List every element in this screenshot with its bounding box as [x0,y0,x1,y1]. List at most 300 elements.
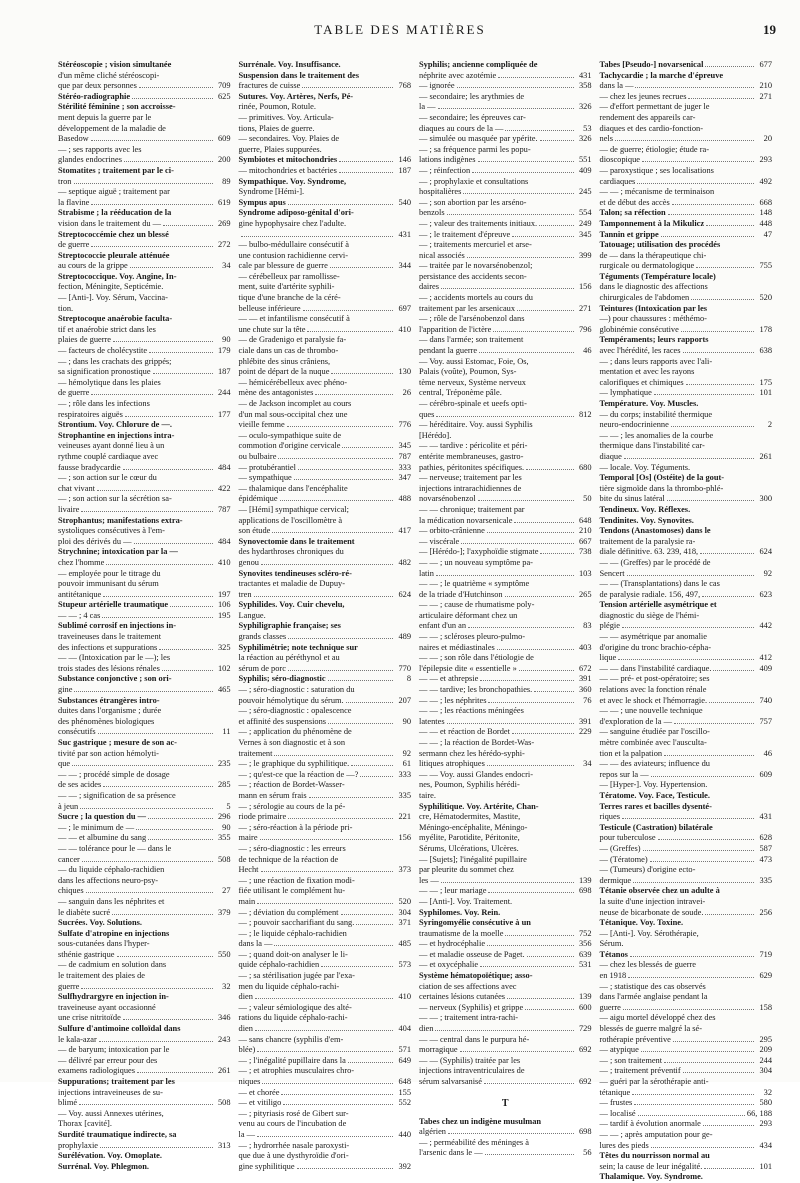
entry-text: diaque [599,451,622,461]
dot-leader [713,670,754,671]
entry-heading-text: Tachycardie ; la marche d'épreuve [599,70,724,80]
entry-heading-text: Tendinites. Voy. Synovites. [599,515,694,525]
entry-text: et avec le shock et l'hémorragie. [599,695,708,705]
entry-text: la — [238,1129,256,1139]
page-ref: 148 [759,208,772,218]
dot-leader [341,914,393,915]
entry-text: sa signification pronostique [58,367,151,377]
index-entry [239,81,412,92]
page-ref: 520 [759,293,772,303]
page-ref: 249 [578,218,592,228]
dot-leader [297,1168,393,1169]
dot-leader [686,384,754,385]
entry-text: traveineuses dans le traitement [58,632,162,642]
index-entry [239,1066,412,1077]
dot-leader [622,627,754,628]
index-entry [58,600,231,611]
entry-text: — paroxystique ; ses localisations [599,165,714,175]
index-entry [58,537,231,548]
page-ref: 304 [759,1066,772,1076]
index-entry [239,124,412,135]
page-ref: 177 [217,409,231,419]
dot-leader [100,1147,212,1148]
dot-leader [493,331,573,332]
entry-heading-text: Sympathique. Voy. Syndrome, [238,176,347,186]
entry-text: — sans chancre (syphilis d'em- [238,1034,344,1044]
entry-text: — — chronique; traitement par [419,504,525,514]
page-ref: 325 [217,642,231,652]
dot-leader [635,87,754,88]
index-entry [419,452,592,463]
dot-leader [505,935,573,936]
dot-leader [356,924,393,925]
entry-text: — ; séro-réaction à la période pri- [238,822,353,832]
entry-heading-text: Testicule (Castration) bilatérale [599,822,713,832]
index-entry [58,1003,231,1014]
index-entry [239,749,412,760]
index-entry [58,992,231,1003]
entry-text: — ; hydrorrhée nasale paroxysti- [238,1140,350,1150]
index-entry [600,240,773,251]
dot-leader [137,1072,213,1073]
page-ref: 179 [217,346,231,356]
index-entry [419,717,592,728]
entry-text: — sanguin dans les néphrites et [58,896,165,906]
index-entry [58,982,231,993]
page-ref: 101 [759,388,772,398]
page-ref: 623 [759,589,772,599]
entry-text: — secondaires. Voy. Plaies de [238,134,340,144]
dot-leader [667,500,754,501]
page-ref: 221 [398,812,411,822]
index-entry [419,272,592,283]
dot-leader [622,818,754,819]
index-entry [419,1077,592,1088]
index-entry [600,664,773,675]
index-entry [58,939,231,950]
entry-text: épidémique [238,494,278,504]
entry-text: plaies de guerre [58,335,112,345]
entry-heading-text: Surrénal. Voy. Phlegmon. [58,1161,149,1171]
index-entry [58,526,231,537]
index-entry [419,992,592,1003]
index-entry [58,293,231,304]
dot-leader [309,797,393,798]
entry-text: ques [419,409,435,419]
index-entry [600,876,773,887]
entry-text: ciale dans un cas de thrombo- [238,346,339,356]
index-entry [239,897,412,908]
dot-leader [480,966,573,967]
dot-leader [123,1019,213,1020]
page-ref: 531 [578,960,592,970]
index-entry [419,60,592,71]
entry-heading-text: Streptococcique. Voy. Angine, In- [58,271,177,281]
page-ref: 484 [217,536,231,546]
entry-text: guerre [599,1002,621,1012]
dot-leader [99,1041,213,1042]
index-entry [239,1035,412,1046]
entry-text: certaines lésions cutanées [419,992,506,1002]
index-entry [419,102,592,113]
dot-leader [517,310,573,311]
page-ref: 175 [759,377,772,387]
index-entry [600,600,773,611]
entry-text: dioscopique [599,155,640,165]
entry-text: — ; ses rapports avec les [58,144,142,154]
entry-text: injections intrarachidiennes de [419,483,522,493]
dot-leader [260,839,393,840]
dot-leader [654,394,754,395]
dot-leader [148,839,212,840]
index-entry [239,145,412,156]
index-entry [239,770,412,781]
dot-leader [447,723,574,724]
index-entry [600,1162,773,1173]
dot-leader [257,903,393,904]
index-entry [600,1066,773,1077]
index-entry [600,759,773,770]
index-entry [419,791,592,802]
entry-text: — et chorée [238,1087,280,1097]
dot-leader [651,1147,754,1148]
dot-leader [241,236,394,237]
entry-text: — ; réaction de Bordet-Wasser- [238,780,345,790]
index-entry [58,759,231,770]
entry-text: pathies, péritonites spécifiques. [419,462,525,472]
index-entry [600,494,773,505]
entry-heading-text: Surdité traumatique indirecte, sa [58,1129,177,1139]
index-entry [58,579,231,590]
index-entry [600,950,773,961]
index-entry [419,155,592,166]
index-entry [58,441,231,452]
page-ref: 346 [217,1013,231,1023]
index-entry [239,759,412,770]
index-entry [239,240,412,251]
index-entry [419,696,592,707]
index-entry [239,579,412,590]
entry-text: — ; valeur des traitements initiaux. [419,218,538,228]
entry-text: — — dans l'instabilité cardiaque. [599,663,712,673]
page-ref: 139 [578,992,592,1002]
page-ref: 243 [217,1034,231,1044]
dot-leader [706,225,754,226]
index-entry [600,526,773,537]
entry-text: — de Jackson incomplet au cours [238,399,352,408]
dot-leader [703,1125,754,1126]
entry-text: le diabète sucré [58,907,111,917]
page-ref: 326 [578,102,592,112]
page-ref: 46 [763,748,772,758]
index-entry [58,314,231,325]
index-entry [419,230,592,241]
index-entry [58,261,231,272]
entry-text: — — ; une nouvelle technique [599,706,703,716]
running-head [0,22,800,44]
index-entry [600,452,773,463]
entry-text: sein; la cause de leur inégalité. [599,1161,703,1171]
dot-leader [540,553,573,554]
entry-heading-text: Streptococcie pleurale atténuée [58,250,170,260]
index-entry [58,876,231,887]
dot-leader [106,564,212,565]
entry-text: thermique dans l'instabilité car- [599,441,705,451]
index-entry [600,378,773,389]
dot-leader [91,246,212,247]
entry-text: — et vitiligo [238,1098,282,1108]
entry-text: sous-cutanées dans l'hyper- [58,939,150,949]
page-ref: 552 [398,1098,411,1108]
entry-text: de paralysie radiale. 156, 497, [599,589,701,599]
index-entry [419,240,592,251]
page-ref: 812 [578,409,592,419]
page-ref: 770 [398,663,411,673]
entry-heading-text: Streptocoque anaérobie faculta- [58,314,173,324]
entry-text: main [238,896,256,906]
page-ref: 484 [217,462,231,472]
entry-text: examens radiologiques [58,1066,135,1076]
index-entry [58,219,231,230]
index-entry [600,516,773,527]
index-entry [239,304,412,315]
index-entry [58,696,231,707]
index-entry [419,833,592,844]
entry-text: nes, Poumon, Syphilis hérédi- [419,780,520,790]
entry-text: — (Tumeurs) d'origine ecto- [599,865,696,875]
dot-leader [348,1062,393,1063]
dot-leader [441,882,574,883]
page-ref: 668 [759,197,772,207]
entry-heading-text: Tendineux. Voy. Réflexes. [599,504,691,514]
index-entry [600,177,773,188]
dot-leader [288,818,393,819]
entry-text: Basedow [58,134,89,144]
entry-heading-text: Tension artérielle asymétrique et [599,600,717,610]
entry-text: — délivré par erreur pour des [58,1055,158,1065]
entry-text: — — ; après amputation pour ge- [599,1129,713,1139]
dot-leader [457,87,574,88]
entry-text: — — pré- et post-opératoire; ses [599,674,710,684]
index-entry [58,674,231,685]
dot-leader [123,469,213,470]
dot-leader [72,765,212,766]
dot-leader [153,373,213,374]
dot-leader [460,1051,574,1052]
entry-heading-text: Thalamique. Voy. Syndrome. [599,1172,703,1182]
page-ref: 295 [759,1034,772,1044]
index-entry [419,177,592,188]
entry-text: pour tuberculose [599,833,656,843]
index-entry [600,463,773,474]
page-ref: 719 [759,949,772,959]
page-ref: 187 [217,367,231,377]
index-entry [58,918,231,929]
dot-leader [272,532,393,533]
entry-text: tivité par son action hémolyti- [58,748,159,758]
entry-text: — aigu mortel développé chez des [599,1013,716,1023]
dot-leader [328,680,393,681]
entry-text: — ; traitements mercuriel et arse- [419,240,532,250]
page-ref: 551 [578,155,592,165]
entry-text: blessés de guerre malgré la sé- [599,1024,703,1034]
index-entry [419,304,592,315]
page-ref: 355 [217,833,231,843]
index-entry [239,971,412,982]
index-entry [58,929,231,940]
entry-text: dans les affections neuro-psy- [58,875,159,885]
page-ref: 187 [398,165,411,175]
dot-leader [681,331,754,332]
entry-text: — ; valeur sémiologique des alté- [238,1002,352,1012]
entry-text: — bulbo-médullaire consécutif à [238,240,349,250]
index-entry [419,261,592,272]
index-entry [600,1077,773,1088]
entry-text: latin [419,568,434,578]
index-entry [600,1141,773,1152]
page-ref: 698 [578,1127,592,1137]
index-entry [239,282,412,293]
index-entry [419,134,592,145]
index-entry [58,198,231,209]
index-entry [419,929,592,940]
dot-leader [132,98,212,99]
dot-leader [630,956,754,957]
index-entry [58,1045,231,1056]
index-entry [600,1109,773,1120]
index-entry [58,1151,231,1162]
entry-text: rinée, Poumon, Rotule. [238,102,316,112]
page-ref: 34 [222,261,231,271]
dot-leader [525,1009,573,1010]
index-entry [600,314,773,325]
index-entry [58,558,231,569]
index-entry [419,516,592,527]
entry-text: litiques atrophiques [419,759,485,769]
spacer [419,1088,592,1092]
page-ref: 61 [402,759,411,769]
index-entry [239,261,412,272]
page-ref: 409 [578,165,592,175]
index-entry [600,537,773,548]
dot-leader [339,172,393,173]
index-entry [600,590,773,601]
entry-text: — chez les jeunes recrues [599,91,687,101]
dot-leader [514,522,573,523]
index-entry [600,611,773,622]
index-entry [600,621,773,632]
index-entry [239,1088,412,1099]
entry-heading-text: Syphilis; séro-diagnostic [238,674,326,684]
index-entry [419,357,592,368]
entry-text: duites dans l'organisme ; durée [58,706,162,716]
dot-leader [498,77,573,78]
index-entry [600,749,773,760]
entry-text: relations avec la fonction rénale [599,685,707,695]
dot-leader [488,702,573,703]
entry-text: dien [238,992,253,1002]
page-ref: 8 [406,674,411,684]
index-entry [239,664,412,675]
entry-heading-text: Tamponnement à la Mikulicz [599,218,705,228]
dot-leader [463,193,573,194]
page-ref: 269 [217,218,231,228]
index-entry [58,865,231,876]
page-ref: 83 [583,621,592,631]
entry-text: Sérums, Ulcérations, Ulcères. [419,843,519,853]
entry-heading-text: Syphilides. Voy. Cuir chevelu, [238,600,345,610]
entry-text: l'apparition de l'ictère [419,324,492,334]
index-entry [419,325,592,336]
page-ref: 465 [217,685,231,695]
index-entry [239,134,412,145]
dot-leader [632,1094,754,1095]
entry-text: — facteurs de cholécystite [58,346,148,356]
dot-leader [709,702,754,703]
entry-text: rendement des appareils car- [599,112,696,122]
page-ref: 609 [217,134,231,144]
entry-text: — secondaire; les épreuves car- [419,112,526,122]
entry-text: — locale. Voy. Téguments. [599,462,691,472]
index-entry [600,929,773,940]
index-entry [600,410,773,421]
index-entry [600,918,773,929]
index-entry [58,1077,231,1088]
entry-text: — (Tératome) [599,854,648,864]
index-entry [600,823,773,834]
index-entry [600,166,773,177]
index-entry [239,844,412,855]
index-entry [419,780,592,791]
index-entry [239,706,412,717]
entry-text: — ; pityriasis rosé de Gibert sur- [238,1108,349,1118]
entry-text: men du liquide céphalo-rachi- [238,981,340,991]
index-entry [239,325,412,336]
index-entry [58,81,231,92]
index-entry [600,230,773,241]
entry-text: — localisé [599,1108,636,1118]
dot-leader [668,214,754,215]
index-entry [58,102,231,113]
entry-text: dien [419,1024,434,1034]
dot-leader [623,1009,754,1010]
entry-text: diagnostic du siège de l'hémi- [599,610,700,620]
dot-leader [435,1030,573,1031]
index-entry [239,420,412,431]
index-entry [239,1141,412,1152]
page-ref: 347 [398,473,411,483]
entry-heading-text: Syphiligraphie française; ses [238,621,341,631]
entry-text: de technique de la réaction de [238,854,339,864]
page-ref: 391 [578,674,592,684]
index-entry [600,674,773,685]
index-entry [600,367,773,378]
page-ref: 293 [759,1119,772,1129]
page-ref: 158 [759,1002,772,1012]
entry-text: mann en sérum frais [238,790,307,800]
entry-heading-text: Surélévation. Voy. Omoplate. [58,1151,162,1161]
entry-heading-text: Talon; sa réfection [599,208,666,218]
page-ref: 210 [759,81,772,91]
entry-text: — — et infantilisme consécutif à [238,314,350,324]
page-ref: 244 [759,1055,772,1065]
dot-leader [438,108,574,109]
index-entry [419,399,592,410]
page-ref: 46 [583,346,592,356]
entry-text: ou bulbaire [238,451,277,461]
entry-text: — ; son action sur le cœur du [58,473,157,483]
entry-text: novarsénobenzol [419,494,476,504]
